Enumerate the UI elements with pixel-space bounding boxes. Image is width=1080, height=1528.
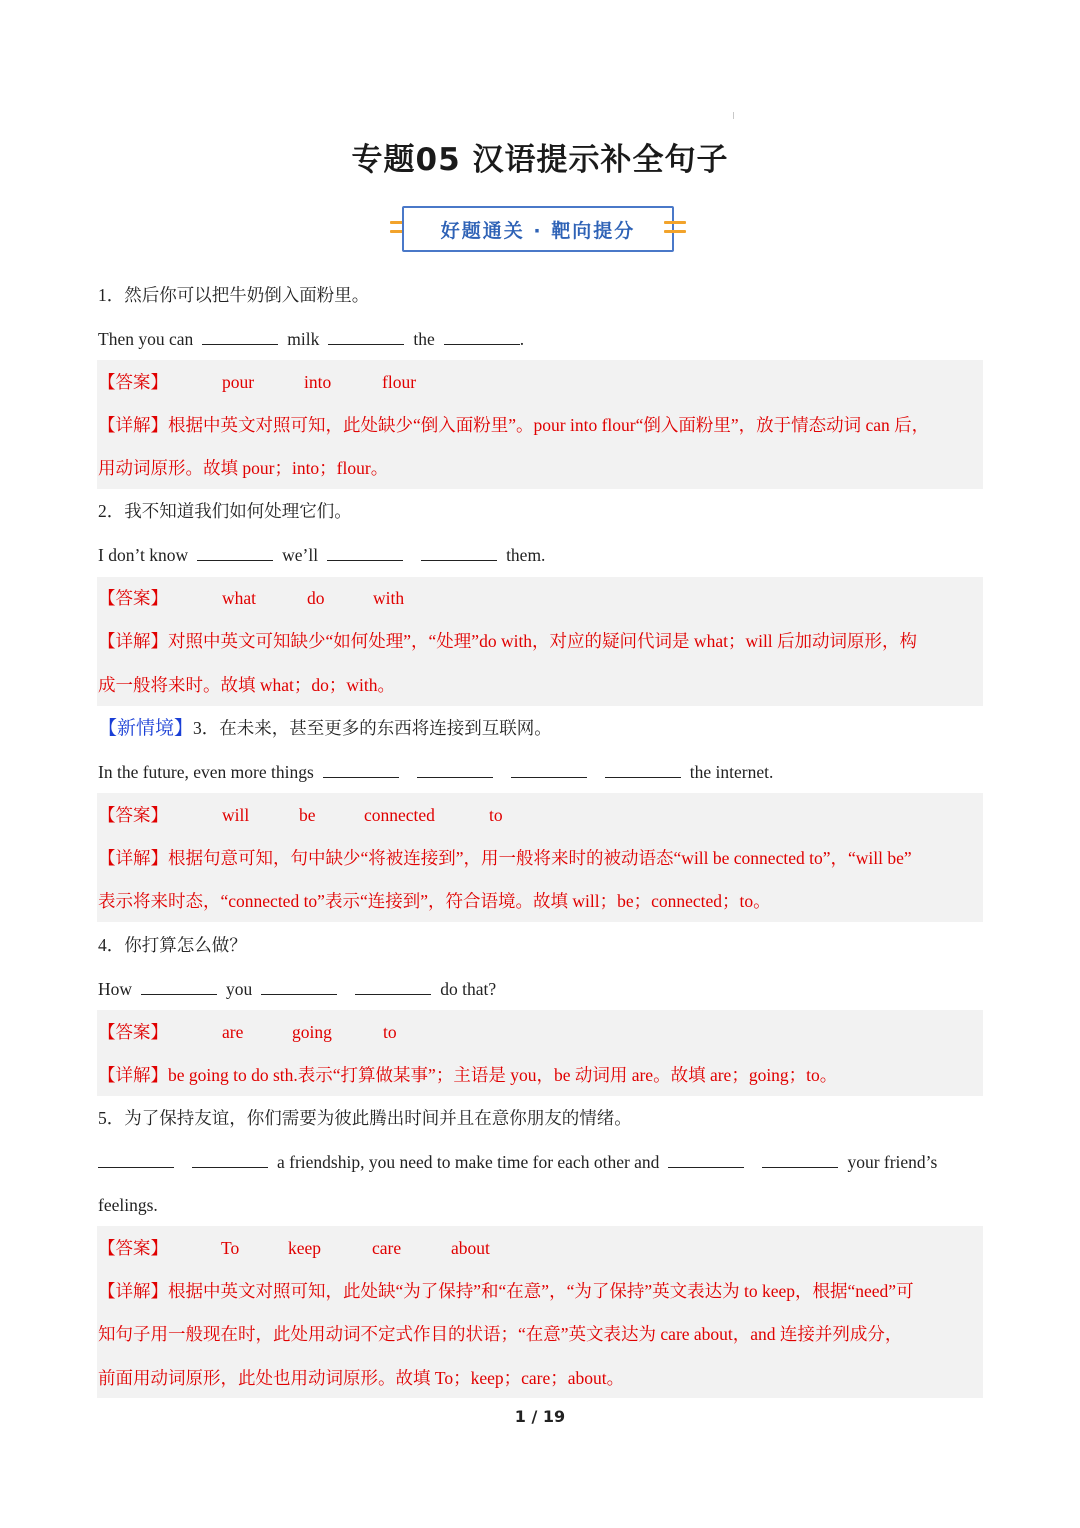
answer-5: 【答案】 To keep care about <box>98 1238 490 1258</box>
question-5-sentence: a friendship, you need to make time for each other and your friend’s <box>98 1151 937 1173</box>
blank <box>605 763 681 778</box>
explanation-2-line-2: 成一般将来时。故填 what；do；with。 <box>98 675 396 695</box>
answer-2: 【答案】 what do with <box>98 588 405 608</box>
blank <box>421 546 497 561</box>
question-4-sentence: How you do that? <box>98 979 497 999</box>
explanation-1-line-1: 【详解】根据中英文对照可知，此处缺少“倒入面粉里”。pour into flour“倒入面粉里”，放于情态动词 can 后， <box>98 415 930 435</box>
blank <box>197 546 273 561</box>
page-title: 专题05 汉语提示补全句子 <box>351 142 729 178</box>
explanation-3-line-1: 【详解】根据句意可知，句中缺少“将被连接到”，用一般将来时的被动语态“will be connected to”，“will be” <box>98 848 912 868</box>
answer-1: 【答案】 pour into flour <box>98 372 417 392</box>
blank <box>261 980 337 995</box>
blank <box>668 1153 744 1168</box>
question-2-sentence: I don’t know we’ll them. <box>98 545 546 565</box>
section-badge: 好题通关 · 靶向提分 <box>402 206 674 252</box>
blank <box>444 330 520 345</box>
explanation-5-line-1: 【详解】根据中英文对照可知，此处缺“为了保持”和“在意”，“为了保持”英文表达为 to keep，根据“need”可 <box>98 1281 914 1301</box>
question-3-sentence: In the future, even more things the internet. <box>98 762 774 782</box>
blank <box>327 546 403 561</box>
question-1-prompt: 1．然后你可以把牛奶倒入面粉里。 <box>98 285 370 305</box>
blank <box>202 330 278 345</box>
blank <box>323 763 399 778</box>
badge-decoration-right <box>664 221 686 237</box>
new-context-tag: 【新情境】 <box>98 718 194 739</box>
explanation-1-line-2: 用动词原形。故填 pour；into；flour。 <box>98 458 389 478</box>
question-5-sentence-continued: feelings. <box>98 1195 158 1215</box>
blank <box>98 1153 174 1168</box>
blank <box>511 763 587 778</box>
question-2-prompt: 2．我不知道我们如何处理它们。 <box>98 501 352 521</box>
question-4-prompt: 4．你打算怎么做？ <box>98 935 247 955</box>
blank <box>417 763 493 778</box>
explanation-5-line-2: 知句子用一般现在时，此处用动词不定式作目的状语；“在意”英文表达为 care about，and 连接并列成分， <box>98 1324 903 1344</box>
explanation-5-line-3: 前面用动词原形，此处也用动词原形。故填 To；keep；care；about。 <box>98 1368 625 1388</box>
answer-4: 【答案】 are going to <box>98 1022 397 1042</box>
explanation-2-line-1: 【详解】对照中英文可知缺少“如何处理”，“处理”do with，对应的疑问代词是 what；will 后加动词原形，构 <box>98 631 918 651</box>
answer-3: 【答案】 will be connected to <box>98 805 503 825</box>
question-5-prompt: 5．为了保持友谊，你们需要为彼此腾出时间并且在意你朋友的情绪。 <box>98 1108 632 1128</box>
blank <box>762 1153 838 1168</box>
blank <box>328 330 404 345</box>
blank <box>141 980 217 995</box>
page-mark <box>733 112 734 119</box>
page-number: 1 / 19 <box>514 1407 566 1426</box>
explanation-4-line-1: 【详解】be going to do sth.表示“打算做某事”；主语是 you，be 动词用 are。故填 are；going；to。 <box>98 1065 838 1085</box>
question-1-sentence: Then you can milk the . <box>98 329 525 349</box>
blank <box>192 1153 268 1168</box>
question-3-prompt: 【新情境】3．在未来，甚至更多的东西将连接到互联网。 <box>98 718 552 739</box>
blank <box>355 980 431 995</box>
explanation-3-line-2: 表示将来时态，“connected to”表示“连接到”，符合语境。故填 will；be；connected；to。 <box>98 891 771 911</box>
